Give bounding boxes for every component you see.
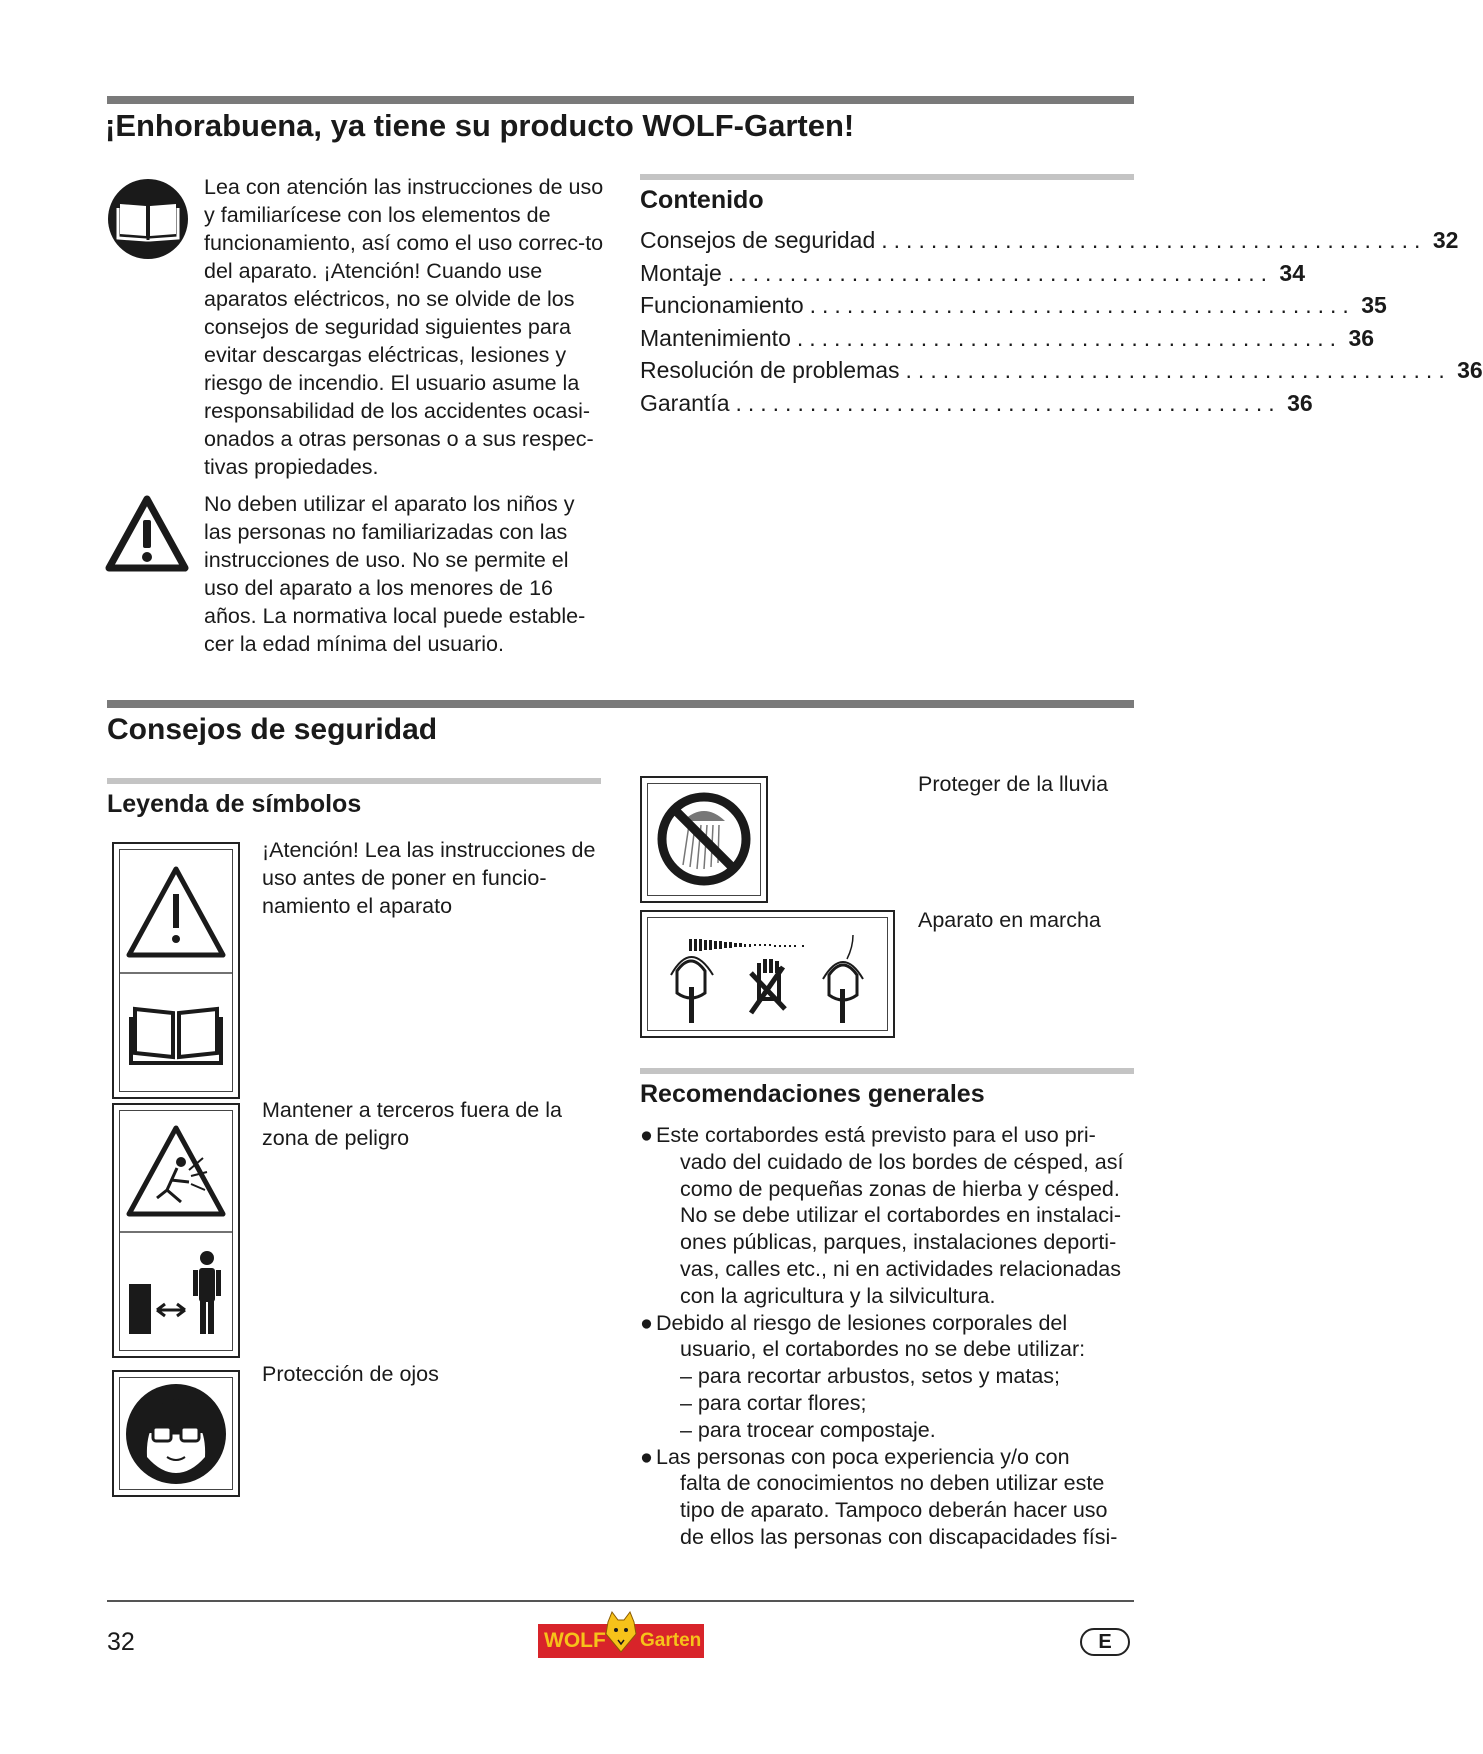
general-recommendations-list: [640, 1122, 1140, 1551]
contents-item-page: 36: [1287, 389, 1313, 416]
bullet-line: usuario, el cortabordes no se debe utilizar:: [680, 1337, 1086, 1362]
symbol-bystander-distance: [112, 1103, 240, 1358]
page-number: 32: [107, 1628, 135, 1656]
footer-rule: [107, 1600, 1134, 1602]
logo-text-garten: Garten: [640, 1630, 702, 1651]
contents-item-label: Montaje: [640, 259, 722, 286]
symbol-caption: Proteger de la lluvia: [918, 772, 1109, 796]
contents-item[interactable]: [640, 357, 1483, 390]
contents-item[interactable]: [640, 292, 1387, 325]
contents-item-label: Garantía: [640, 389, 730, 416]
bullet-line: vado del cuidado de los bordes de césped, así: [680, 1149, 1124, 1174]
bullet-item: [640, 1444, 1140, 1551]
bullet-dot-icon: ●: [640, 1444, 653, 1469]
leader-dots: ............................................: [881, 227, 1427, 253]
bullet-line: Este cortabordes está previsto para el uso pri-: [656, 1123, 1096, 1147]
symbol-eye-protection: [112, 1370, 240, 1497]
leader-dots: ............................................: [727, 259, 1273, 286]
intro-paragraph-2: No deben utilizar el aparato los niños y las personas no familiarizadas con las instrucciones de uso. No se permite el uso del aparato a los menores de 16 años. La normativa local puede estable-cer la edad mínima del usuario.: [204, 492, 586, 656]
symbol-warning-book: [112, 842, 240, 1099]
bullet-line: vas, calles etc., ni en actividades relacionadas: [680, 1256, 1121, 1281]
contents-item-page: 34: [1279, 259, 1305, 286]
bullet-item: [640, 1122, 1140, 1310]
bullet-line: ones públicas, parques, instalaciones deporti-: [680, 1230, 1117, 1255]
dash-item: – para cortar flores;: [680, 1390, 867, 1415]
contents-item-label: Consejos de seguridad: [640, 227, 876, 253]
contents-item-page: 36: [1348, 324, 1375, 351]
legend-heading: Leyenda de símbolos: [107, 790, 362, 818]
symbol-caption: ¡Atención! Lea las instrucciones de uso antes de poner en funcio-namiento el aparato: [262, 838, 596, 918]
contents-list: [640, 227, 1483, 422]
wolf-garten-logo: [538, 1610, 708, 1660]
language-badge: E: [1080, 1628, 1130, 1656]
contents-item-label: Resolución de problemas: [640, 357, 900, 383]
bullet-line: como de pequeñas zonas de hierba y césped.: [680, 1176, 1120, 1201]
intro-paragraph-1: Lea con atención las instrucciones de uso y familiarícese con los elementos de funcionamiento, así como el uso correc-to del aparato. ¡Atención! Cuando use aparatos eléctricos, no se olvide de los consejos de seguridad siguientes para evitar descargas eléctricas, lesiones y riesgo de incendio. El usuario asume la responsabilidad de los accidentes ocasi-onados a otras personas o a sus respec-tivas propiedades.: [204, 175, 604, 479]
safety-heading: Consejos de seguridad: [107, 713, 438, 746]
leader-dots: ............................................: [905, 357, 1451, 383]
bullet-item: [640, 1310, 1140, 1364]
bullet-line: Debido al riesgo de lesiones corporales del: [656, 1310, 1068, 1335]
bullet-line: tipo de aparato. Tampoco deberán hacer uso: [680, 1498, 1108, 1523]
contents-item[interactable]: [640, 259, 1305, 293]
leader-dots: ............................................: [809, 292, 1355, 318]
contents-item[interactable]: [640, 227, 1459, 260]
contents-item-label: Funcionamiento: [640, 292, 804, 318]
symbol-no-rain: [640, 776, 768, 903]
dash-item: – para trocear compostaje.: [680, 1417, 936, 1442]
bullet-line: de ellos las personas con discapacidades físi-: [680, 1524, 1118, 1549]
page-title: ¡Enhorabuena, ya tiene su producto WOLF-Garten!: [105, 108, 855, 143]
contents-rule: [640, 174, 1134, 180]
contents-item[interactable]: [640, 389, 1313, 423]
dash-item: – para recortar arbustos, setos y matas;: [680, 1364, 1060, 1389]
warning-icon: [105, 494, 189, 574]
logo-text-wolf: WOLF: [544, 1629, 606, 1652]
contents-item-page: 32: [1432, 227, 1459, 253]
bullet-line: Las personas con poca experiencia y/o con: [656, 1444, 1070, 1469]
contents-item[interactable]: [640, 324, 1375, 358]
contents-item-page: 35: [1361, 292, 1387, 318]
symbol-caption: Mantener a terceros fuera de la zona de peligro: [262, 1098, 562, 1150]
contents-heading: Contenido: [640, 186, 764, 214]
contents-item-label: Mantenimiento: [640, 324, 791, 351]
symbol-running-machine: [640, 910, 895, 1038]
contents-item-page: 36: [1457, 357, 1483, 383]
bullet-dot-icon: ●: [640, 1310, 653, 1335]
bullet-line: con la agricultura y la silvicultura.: [680, 1283, 996, 1308]
bullet-line: No se debe utilizar el cortabordes en instalaci-: [680, 1203, 1121, 1228]
leader-dots: ............................................: [796, 324, 1343, 351]
read-manual-icon: [107, 178, 189, 260]
safety-rule: [107, 700, 1134, 708]
leader-dots: ............................................: [735, 389, 1281, 416]
legend-rule: [107, 778, 601, 784]
general-rule: [640, 1068, 1134, 1074]
general-heading: Recomendaciones generales: [640, 1080, 985, 1108]
symbol-caption: Aparato en marcha: [918, 908, 1101, 932]
bullet-dot-icon: ●: [640, 1123, 653, 1147]
bullet-line: falta de conocimientos no deben utilizar este: [680, 1471, 1105, 1496]
header-rule: [107, 96, 1134, 104]
symbol-caption: Protección de ojos: [262, 1362, 439, 1386]
